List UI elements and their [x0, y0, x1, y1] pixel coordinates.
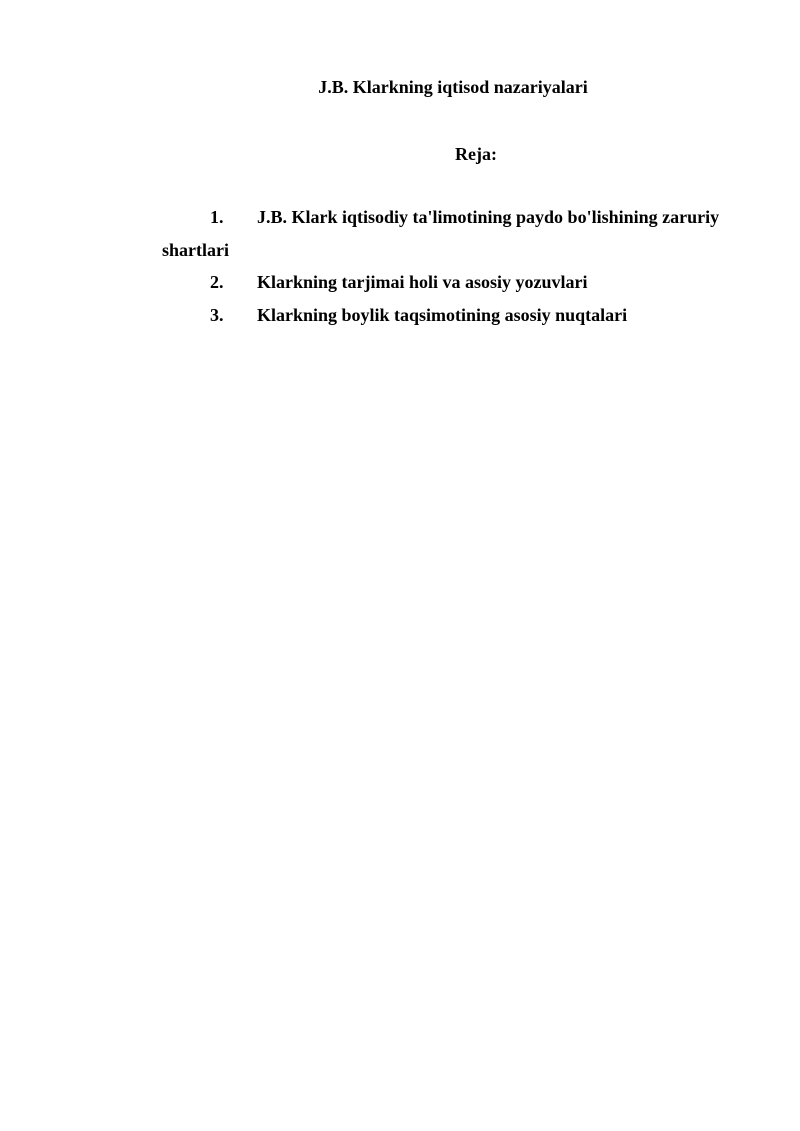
plan-item-number: 3. [210, 305, 224, 325]
plan-item-text: Klarkning tarjimai holi va asosiy yozuvlari [257, 272, 588, 292]
plan-item-text: J.B. Klark iqtisodiy ta'limotining paydo bo'lishining zaruriy [257, 207, 720, 227]
plan-item-text: Klarkning boylik taqsimotining asosiy nuqtalari [257, 305, 628, 325]
document-title: J.B. Klarkning iqtisod nazariyalari [318, 77, 588, 97]
plan-item-number: 2. [210, 272, 224, 292]
plan-item-continuation: shartlari [162, 240, 229, 260]
plan-item-number: 1. [210, 207, 224, 227]
plan-heading: Reja: [455, 144, 497, 164]
